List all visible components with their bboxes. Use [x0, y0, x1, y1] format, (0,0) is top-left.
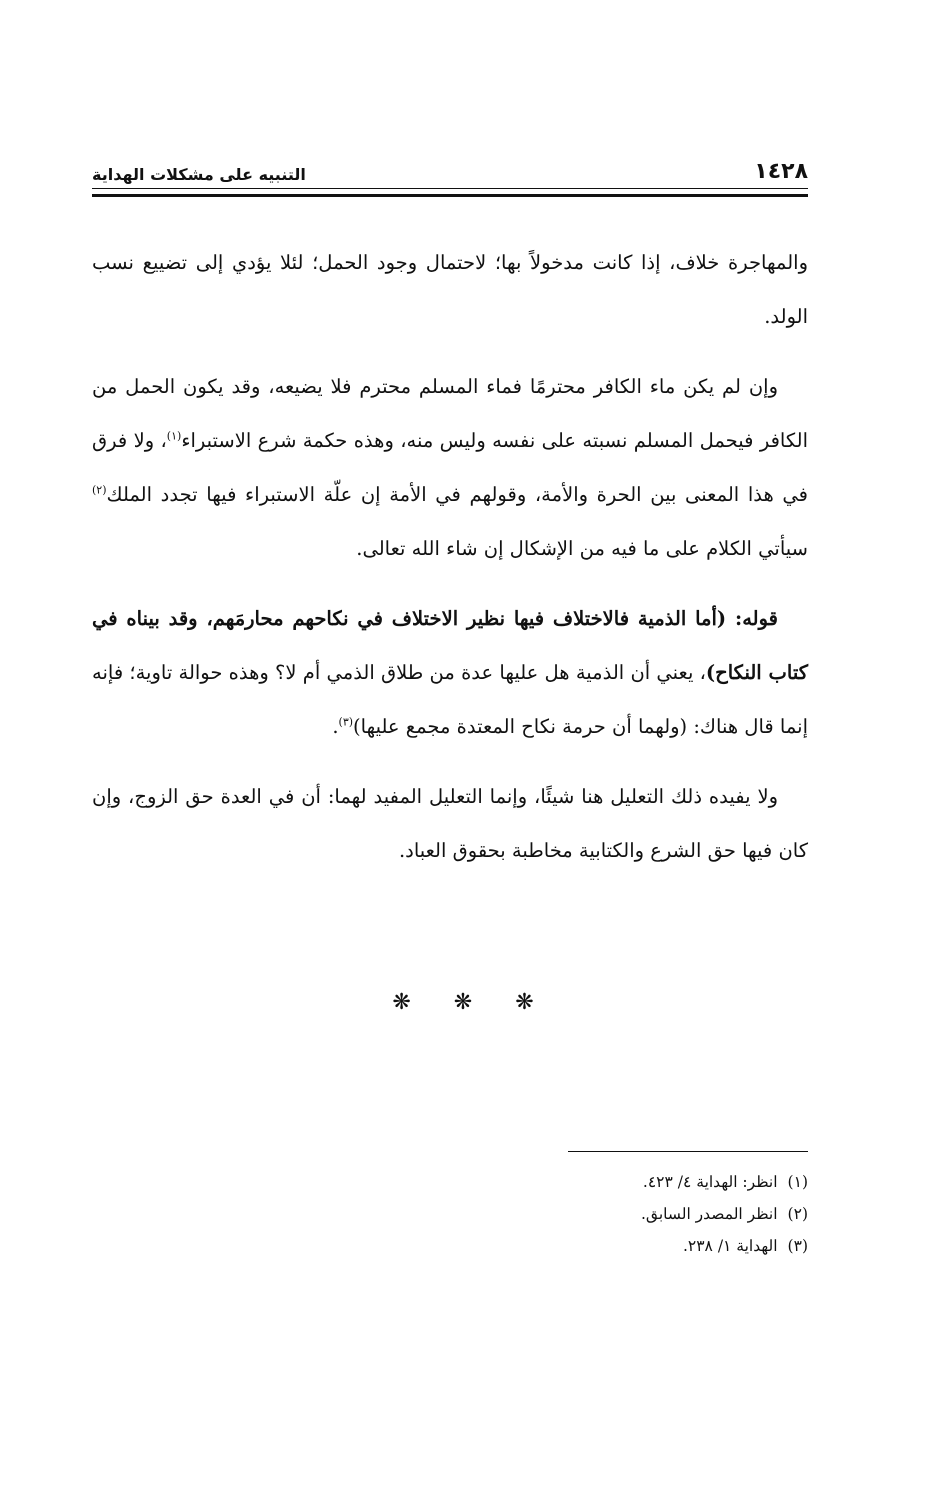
- footnote-text: انظر المصدر السابق.: [641, 1205, 778, 1223]
- footnote-text: الهداية ١/ ٢٣٨.: [682, 1237, 778, 1255]
- paragraph-2-part-a: وإن لم يكن ماء الكافر محترمًا فماء المسلم محترم فلا يضيعه، وقد يكون الحمل من الكافر فيحمل المسلم نسبته على نفسه وليس منه، وهذه حكمة شرع الاستبراء: [92, 375, 808, 452]
- footnote-number: (٢): [787, 1205, 808, 1223]
- section-ornament: ❋ ❋ ❋: [392, 990, 552, 1015]
- footnote-3: [408, 1230, 808, 1262]
- paragraph-3: [92, 592, 808, 754]
- footnote-text: انظر: الهداية ٤/ ٤٢٣.: [642, 1173, 778, 1191]
- paragraph-3-quote: (أما الذمية فالاختلاف فيها نظير الاختلاف في نكاحهم محارمَهم، وقد بيناه في كتاب النكاح): [92, 607, 808, 684]
- footnote-1: [408, 1166, 808, 1198]
- paragraph-2-part-c: سيأتي الكلام على ما فيه من الإشكال إن شاء الله تعالى.: [356, 537, 808, 560]
- footnote-2: [408, 1198, 808, 1230]
- footnotes: [408, 1166, 808, 1262]
- running-head: [92, 148, 808, 184]
- footnote-ref-2[interactable]: (٢): [92, 483, 107, 497]
- paragraph-1: والمهاجرة خلاف، إذا كانت مدخولاً بها؛ لاحتمال وجود الحمل؛ لئلا يؤدي إلى تضييع نسب الولد.: [92, 251, 808, 328]
- book-title: التنبيه على مشكلات الهداية: [92, 165, 306, 184]
- paragraph-4: ولا يفيده ذلك التعليل هنا شيئًا، وإنما التعليل المفيد لهما: أن في العدة حق الزوج، وإن كان فيها حق الشرع والكتابية مخاطبة بحقوق العباد.: [92, 785, 808, 862]
- footnote-number: (٣): [787, 1237, 808, 1255]
- paragraph-3-commentary: ، يعني أن الذمية هل عليها عدة من طلاق الذمي أم لا؟ وهذه حوالة تاوية؛ فإنه إنما قال هناك: (ولهما أن حرمة نكاح المعتدة مجمع عليها): [92, 661, 808, 738]
- page-number: ١٤٢٨: [754, 159, 808, 184]
- paragraph-3-end: .: [332, 715, 339, 738]
- footnote-ref-3[interactable]: (٣): [338, 715, 354, 729]
- header-rule-thin: [92, 188, 808, 189]
- paragraph-3-lead: قوله:: [726, 607, 778, 630]
- header-rule-thick: [92, 194, 808, 197]
- footnote-ref-1[interactable]: (١): [166, 429, 182, 443]
- paragraph-2-part-b: ، ولا فرق في هذا المعنى بين الحرة والأمة، وقولهم في الأمة إن علّة الاستبراء فيها تجدد الملك: [92, 429, 808, 506]
- footnote-number: (١): [787, 1173, 808, 1191]
- body-text: [92, 236, 808, 894]
- footnote-rule: [568, 1151, 808, 1152]
- paragraph-2: [92, 360, 808, 576]
